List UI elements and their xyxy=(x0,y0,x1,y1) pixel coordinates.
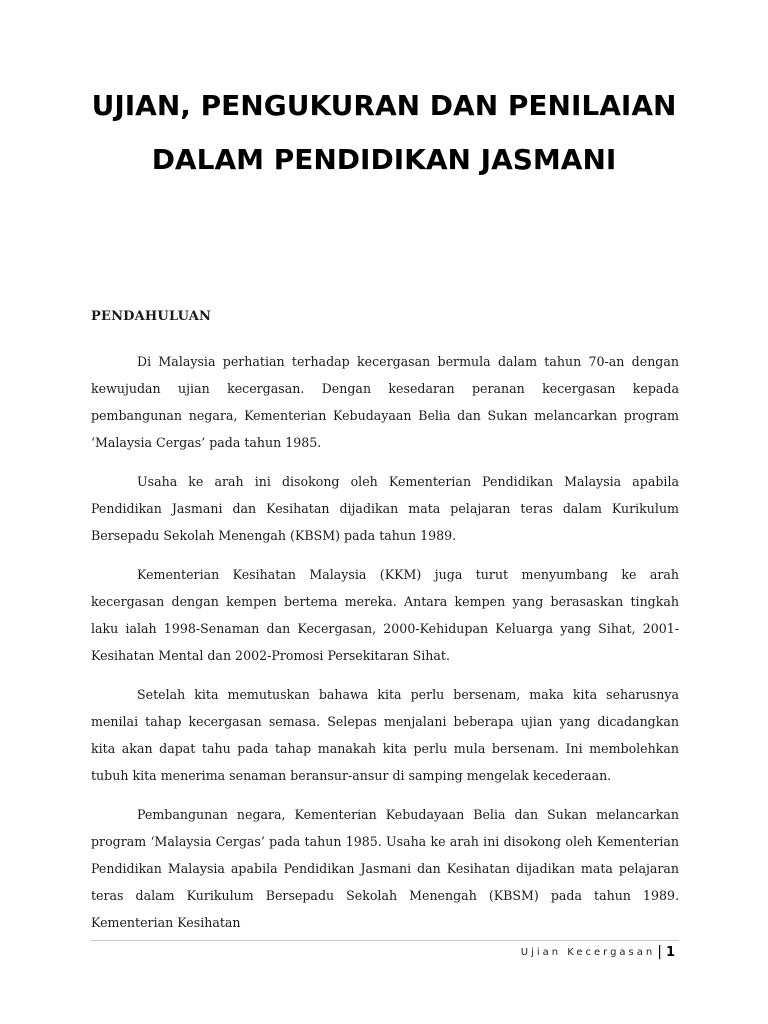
paragraph-5: Pembangunan negara, Kementerian Kebudayaan Belia dan Sukan melancarkan program ‘Malaysia Cergas’ pada tahun 1985. Usaha ke arah ini disokong oleh Kementerian Pendidikan Malaysia apabila Pendidikan Jasmani dan Kesihatan dijadikan mata pelajaran teras dalam Kurikulum Bersepadu Sekolah Menengah (KBSM) pada tahun 1989. Kementerian Kesihatan xyxy=(91,807,679,930)
document-title xyxy=(60,88,708,177)
title-line-2: DALAM PENDIDIKAN JASMANI xyxy=(151,143,617,176)
title-line-1: UJIAN, PENGUKURAN DAN PENILAIAN xyxy=(91,89,677,122)
document-body xyxy=(91,308,679,948)
section-heading: PENDAHULUAN xyxy=(91,309,212,324)
paragraph-3: Kementerian Kesihatan Malaysia (KKM) juga turut menyumbang ke arah kecergasan dengan kempen bertema mereka. Antara kempen yang berasaskan tingkah laku ialah 1998-Senaman dan Kecergasan, 2000-Kehidupan Keluarga yang Sihat, 2001-Kesihatan Mental dan 2002-Promosi Persekitaran Sihat. xyxy=(91,567,679,663)
page-number: 1 xyxy=(665,944,675,960)
footer-divider xyxy=(91,940,679,941)
page-footer xyxy=(521,944,675,960)
paragraph-2: Usaha ke arah ini disokong oleh Kementerian Pendidikan Malaysia apabila Pendidikan Jasmani dan Kesihatan dijadikan mata pelajaran teras dalam Kurikulum Bersepadu Sekolah Menengah (KBSM) pada tahun 1989. xyxy=(91,474,679,543)
footer-separator: | xyxy=(657,944,662,960)
paragraph-1: Di Malaysia perhatian terhadap kecergasan bermula dalam tahun 70-an dengan kewujudan ujian kecergasan. Dengan kesedaran peranan kecergasan kepada pembangunan negara, Kementerian Kebudayaan Belia dan Sukan melancarkan program ‘Malaysia Cergas’ pada tahun 1985. xyxy=(91,354,679,450)
footer-label: Ujian Kecergasan xyxy=(520,946,656,958)
paragraph-4: Setelah kita memutuskan bahawa kita perlu bersenam, maka kita seharusnya menilai tahap kecergasan semasa. Selepas menjalani beberapa ujian yang dicadangkan kita akan dapat tahu pada tahap manakah kita perlu mula bersenam. Ini membolehkan tubuh kita menerima senaman beransur-ansur di samping mengelak kecederaan. xyxy=(91,687,679,783)
